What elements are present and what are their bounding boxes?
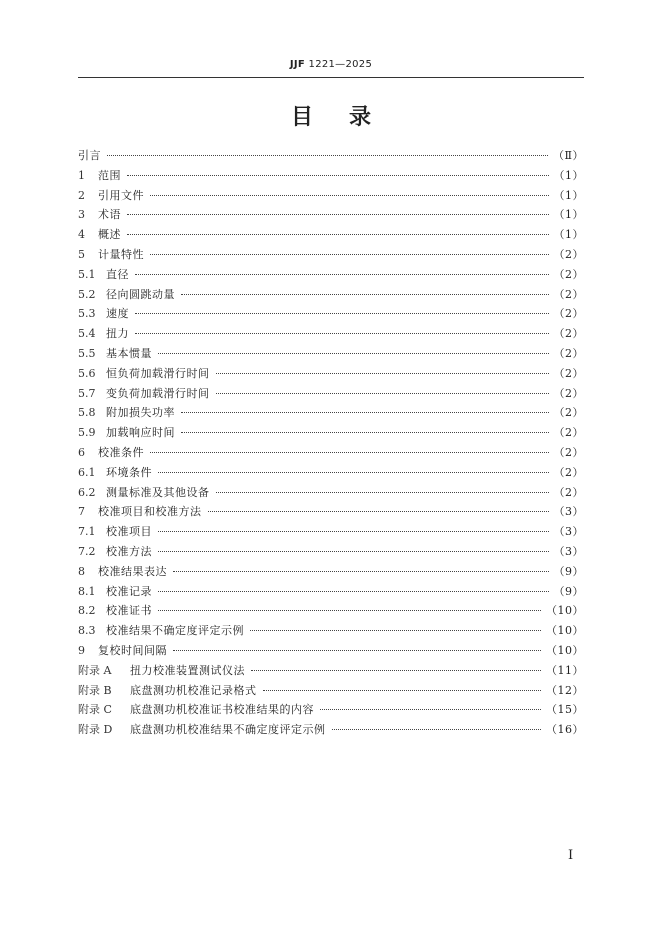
toc-entry-title: 基本惯量 bbox=[106, 346, 152, 360]
toc-leader-dots bbox=[173, 571, 549, 572]
toc-entry-title: 校准记录 bbox=[106, 584, 152, 598]
toc-leader-dots bbox=[135, 333, 549, 334]
toc-entry-title: 速度 bbox=[106, 307, 129, 321]
toc-entry-page: （2） bbox=[553, 287, 584, 301]
toc-entry-number: 附录 A bbox=[78, 663, 112, 677]
toc-entry[interactable] bbox=[78, 344, 584, 364]
toc-leader-dots bbox=[181, 432, 549, 433]
toc-entry[interactable] bbox=[78, 582, 584, 602]
toc-entry[interactable] bbox=[78, 463, 584, 483]
toc-entry-number: 8.3 bbox=[78, 624, 96, 638]
toc-entry[interactable] bbox=[78, 384, 584, 404]
toc-entry-title: 概述 bbox=[98, 228, 121, 242]
toc-entry-title: 引言 bbox=[78, 149, 101, 162]
toc-entry-number: 2 bbox=[78, 188, 85, 202]
toc-entry-page: （3） bbox=[553, 525, 584, 539]
toc-entry-page: （16） bbox=[546, 723, 584, 737]
toc-entry-page: （2） bbox=[553, 346, 584, 360]
toc-entry-page: （2） bbox=[553, 445, 584, 459]
toc-leader-dots bbox=[135, 274, 549, 275]
toc-entry[interactable] bbox=[78, 265, 584, 285]
toc-entry-title: 引用文件 bbox=[98, 188, 144, 202]
toc-leader-dots bbox=[173, 650, 541, 651]
toc-leader-dots bbox=[320, 709, 541, 710]
toc-entry-page: （1） bbox=[553, 208, 584, 222]
toc-entry-number: 8.2 bbox=[78, 604, 96, 618]
toc-entry[interactable] bbox=[78, 542, 584, 562]
toc-entry-page: （9） bbox=[553, 564, 584, 578]
toc-leader-dots bbox=[158, 353, 549, 354]
toc-leader-dots bbox=[127, 234, 549, 235]
toc-entry[interactable] bbox=[78, 621, 584, 641]
toc-entry-page: （12） bbox=[546, 683, 584, 697]
toc-entry-number: 6.2 bbox=[78, 485, 96, 499]
toc-entry-number: 3 bbox=[78, 208, 85, 222]
toc-entry-number: 5.2 bbox=[78, 287, 96, 301]
toc-leader-dots bbox=[332, 729, 542, 730]
toc-entry-title: 校准条件 bbox=[98, 445, 144, 459]
toc-entry-title: 环境条件 bbox=[106, 465, 152, 479]
toc-leader-dots bbox=[158, 610, 541, 611]
toc-entry-number: 5.4 bbox=[78, 327, 96, 341]
toc-entry-number: 6.1 bbox=[78, 465, 96, 479]
toc-entry-number: 5.8 bbox=[78, 406, 96, 420]
toc-entry[interactable] bbox=[78, 403, 584, 423]
toc-leader-dots bbox=[127, 175, 549, 176]
toc-entry-number: 附录 B bbox=[78, 683, 112, 697]
toc-entry[interactable] bbox=[78, 364, 584, 384]
toc-entry-page: （2） bbox=[553, 366, 584, 380]
toc-leader-dots bbox=[216, 373, 549, 374]
toc-entry-title: 校准证书 bbox=[106, 604, 152, 618]
toc-entry-number: 7.2 bbox=[78, 544, 96, 558]
toc-entry-title: 底盘测功机校准结果不确定度评定示例 bbox=[130, 723, 326, 737]
toc-leader-dots bbox=[158, 472, 549, 473]
page-title: 目录 bbox=[290, 105, 407, 130]
toc-entry-number: 5.9 bbox=[78, 426, 96, 440]
toc-entry-number: 5.3 bbox=[78, 307, 96, 321]
toc-leader-dots bbox=[150, 452, 549, 453]
toc-leader-dots bbox=[251, 670, 541, 671]
toc-entry-title: 底盘测功机校准证书校准结果的内容 bbox=[130, 703, 314, 717]
toc-entry-page: （10） bbox=[546, 604, 584, 618]
toc-leader-dots bbox=[158, 551, 549, 552]
toc-entry-title: 测量标准及其他设备 bbox=[106, 485, 210, 499]
toc-entry-title: 直径 bbox=[106, 267, 129, 281]
toc-leader-dots bbox=[216, 492, 549, 493]
toc-entry-title: 底盘测功机校准记录格式 bbox=[130, 683, 257, 697]
toc-entry-title: 校准结果表达 bbox=[98, 564, 167, 578]
toc-entry-number: 6 bbox=[78, 445, 85, 459]
toc-entry[interactable] bbox=[78, 304, 584, 324]
toc-entry[interactable] bbox=[78, 166, 584, 186]
toc-leader-dots bbox=[181, 294, 549, 295]
toc-leader-dots bbox=[150, 254, 549, 255]
toc-entry-title: 扭力 bbox=[106, 327, 129, 341]
toc-entry[interactable] bbox=[78, 661, 584, 681]
toc-entry-title: 扭力校准装置测试仪法 bbox=[130, 663, 245, 677]
toc-entry-number: 附录 D bbox=[78, 723, 113, 737]
toc-entry-page: （2） bbox=[553, 327, 584, 341]
toc-leader-dots bbox=[150, 195, 549, 196]
document-code-header bbox=[78, 59, 584, 70]
toc-entry[interactable] bbox=[78, 443, 584, 463]
toc-entry-title: 计量特性 bbox=[98, 247, 144, 261]
toc-entry-title: 校准方法 bbox=[106, 544, 152, 558]
toc-entry-page: （3） bbox=[553, 505, 584, 519]
toc-entry[interactable] bbox=[78, 483, 584, 503]
toc-entry-title: 校准项目和校准方法 bbox=[98, 505, 202, 519]
toc-entry-number: 7 bbox=[78, 505, 85, 519]
toc-entry-page: （2） bbox=[553, 386, 584, 400]
toc-entry[interactable] bbox=[78, 423, 584, 443]
toc-entry[interactable] bbox=[78, 186, 584, 206]
toc-leader-dots bbox=[181, 412, 549, 413]
toc-entry[interactable] bbox=[78, 205, 584, 225]
toc-entry-page: （10） bbox=[546, 643, 584, 657]
toc-leader-dots bbox=[263, 690, 542, 691]
toc-entry[interactable] bbox=[78, 522, 584, 542]
toc-entry-number: 1 bbox=[78, 168, 85, 182]
toc-entry[interactable] bbox=[78, 324, 584, 344]
toc-entry-page: （2） bbox=[553, 307, 584, 321]
toc-entry-number: 5.5 bbox=[78, 346, 96, 360]
toc-entry-number: 8.1 bbox=[78, 584, 96, 598]
toc-entry[interactable] bbox=[78, 245, 584, 265]
toc-leader-dots bbox=[135, 313, 549, 314]
header-rule bbox=[78, 77, 584, 78]
toc-entry-page: （1） bbox=[553, 228, 584, 242]
toc-entry-number: 7.1 bbox=[78, 525, 96, 539]
toc-entry[interactable] bbox=[78, 502, 584, 522]
toc-entry-title: 附加损失功率 bbox=[106, 406, 175, 420]
toc-leader-dots bbox=[107, 155, 548, 156]
toc-leader-dots bbox=[158, 531, 549, 532]
toc-entry[interactable] bbox=[78, 285, 584, 305]
toc-leader-dots bbox=[158, 591, 549, 592]
toc-entry[interactable] bbox=[78, 700, 584, 720]
toc-entry[interactable] bbox=[78, 601, 584, 621]
toc-entry-page: （1） bbox=[553, 168, 584, 182]
document-code-prefix: JJF bbox=[289, 59, 306, 70]
toc-entry-page: （15） bbox=[546, 703, 584, 717]
toc-entry-title: 恒负荷加载滑行时间 bbox=[106, 366, 210, 380]
toc-leader-dots bbox=[208, 511, 549, 512]
toc-leader-dots bbox=[127, 214, 549, 215]
toc-entry-title: 变负荷加载滑行时间 bbox=[106, 386, 210, 400]
toc-entry-number: 附录 C bbox=[78, 703, 112, 717]
document-code-number: 1221—2025 bbox=[305, 59, 373, 70]
toc-entry-page: （9） bbox=[553, 584, 584, 598]
toc-entry-number: 5.7 bbox=[78, 386, 96, 400]
toc-entry-number: 4 bbox=[78, 228, 85, 242]
toc-entry-page: （11） bbox=[546, 663, 584, 677]
toc-entry-page: （Ⅱ） bbox=[553, 149, 584, 162]
toc-entry-title: 复校时间间隔 bbox=[98, 643, 167, 657]
toc-leader-dots bbox=[216, 393, 549, 394]
toc-entry-page: （3） bbox=[553, 544, 584, 558]
toc-entry-title: 校准项目 bbox=[106, 525, 152, 539]
toc-entry-page: （1） bbox=[553, 188, 584, 202]
toc-entry-page: （2） bbox=[553, 406, 584, 420]
toc-entry-page: （2） bbox=[553, 426, 584, 440]
toc-entry[interactable] bbox=[78, 146, 584, 166]
toc-entry-page: （2） bbox=[553, 267, 584, 281]
toc-entry-title: 术语 bbox=[98, 208, 121, 222]
toc-entry[interactable] bbox=[78, 681, 584, 701]
toc-entry-number: 8 bbox=[78, 564, 85, 578]
toc-entry-number: 5.6 bbox=[78, 366, 96, 380]
toc-entry-page: （10） bbox=[546, 624, 584, 638]
toc-entry-title: 径向圆跳动量 bbox=[106, 287, 175, 301]
toc-entry-number: 9 bbox=[78, 643, 85, 657]
table-of-contents bbox=[78, 146, 584, 740]
toc-entry[interactable] bbox=[78, 225, 584, 245]
toc-entry[interactable] bbox=[78, 562, 584, 582]
toc-entry-page: （2） bbox=[553, 485, 584, 499]
toc-entry-page: （2） bbox=[553, 247, 584, 261]
toc-entry-title: 校准结果不确定度评定示例 bbox=[106, 624, 244, 638]
toc-entry-page: （2） bbox=[553, 465, 584, 479]
toc-entry-number: 5 bbox=[78, 247, 85, 261]
toc-leader-dots bbox=[250, 630, 541, 631]
toc-entry[interactable] bbox=[78, 641, 584, 661]
toc-entry-number: 5.1 bbox=[78, 267, 96, 281]
page-number: Ⅰ bbox=[568, 848, 574, 863]
toc-entry[interactable] bbox=[78, 720, 584, 740]
toc-entry-title: 加载响应时间 bbox=[106, 426, 175, 440]
toc-entry-title: 范围 bbox=[98, 168, 121, 182]
